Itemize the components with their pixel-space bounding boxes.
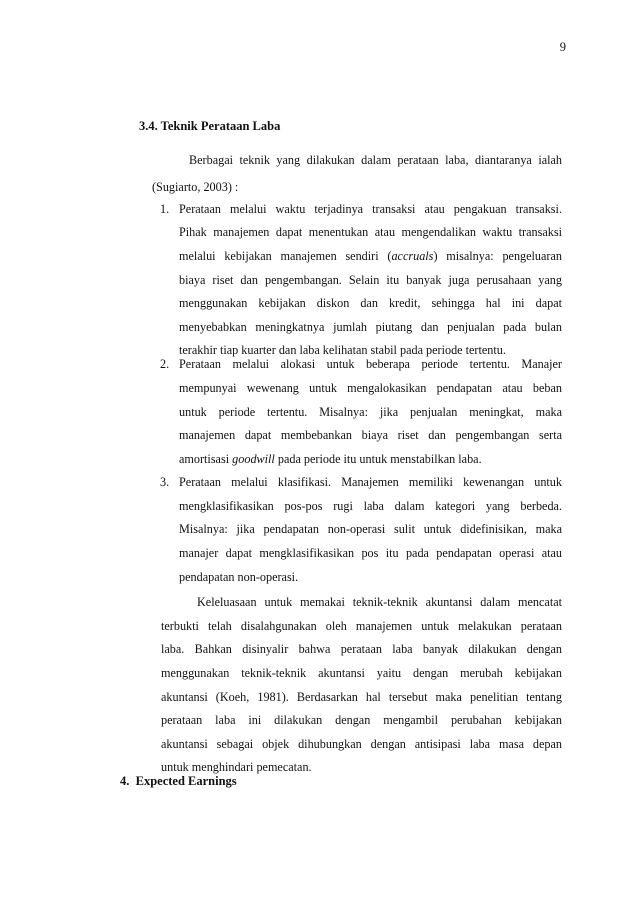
list-item-number: 2. [160, 357, 170, 371]
list-item-number: 3. [160, 475, 170, 489]
italic-term: accruals [391, 249, 434, 263]
next-section-heading: 4. Expected Earnings [120, 774, 237, 788]
text-segment: amortisasi [179, 452, 233, 466]
list-item-line: Misalnya: jika pendapatan non-operasi sulit untuk didefinisikan, maka [179, 522, 562, 536]
list-item-line: mengklasifikasikan pos-pos rugi laba dalam kategori yang berbeda. [179, 499, 562, 513]
text-segment: pada periode itu untuk menstabilkan laba. [274, 452, 482, 466]
paragraph-line: perataan laba ini dilakukan dengan mengambil perubahan kebijakan [161, 713, 562, 727]
list-item-line [179, 451, 562, 467]
list-item-line: untuk periode tertentu. Misalnya: jika penjualan meningkat, maka [179, 405, 562, 419]
list-item-line: Perataan melalui waktu terjadinya transaksi atau pengakuan transaksi. [179, 202, 562, 216]
paragraph-line: menggunakan teknik-teknik akuntansi yaitu dengan merubah kebijakan [161, 666, 562, 680]
section-heading: 3.4. Teknik Perataan Laba [139, 119, 281, 133]
paragraph-line: laba. Bahkan disinyalir bahwa perataan laba banyak dilakukan dengan [161, 642, 562, 656]
paragraph-line: akuntansi sebagai objek dihubungkan dengan antisipasi laba masa depan [161, 737, 562, 751]
list-item-line: manajer dapat mengklasifikasikan pos itu pada pendapatan operasi atau [179, 546, 562, 560]
list-item-line: menggunakan kebijakan diskon dan kredit, sehingga hal ini dapat [179, 296, 562, 310]
italic-term: goodwill [232, 452, 275, 466]
list-item-line: pendapatan non-operasi. [179, 570, 299, 584]
paragraph-line: untuk menghindari pemecatan. [161, 760, 312, 774]
list-item-line: mempunyai wewenang untuk mengalokasikan pendapatan atau beban [179, 381, 562, 395]
page-number: 9 [559, 40, 566, 54]
intro-line: (Sugiarto, 2003) : [152, 180, 239, 194]
paragraph-line: akuntansi (Koeh, 1981). Berdasarkan hal tersebut maka penelitian tentang [161, 690, 562, 704]
paragraph-line: terbukti telah disalahgunakan oleh manajemen untuk melakukan perataan [161, 619, 562, 633]
text-segment: ) misalnya: pengeluaran [433, 249, 562, 263]
list-item-line: biaya riset dan pengembangan. Selain itu banyak juga perusahaan yang [179, 273, 562, 287]
text-segment: melalui kebijakan manajemen sendiri ( [179, 249, 392, 263]
list-item-number: 1. [160, 202, 170, 216]
list-item-line: terakhir tiap kuarter dan laba kelihatan stabil pada periode tertentu. [179, 343, 506, 357]
intro-line: Berbagai teknik yang dilakukan dalam perataan laba, diantaranya ialah [189, 153, 562, 167]
list-item-line: menyebabkan meningkatnya jumlah piutang dan penjualan pada bulan [179, 320, 562, 334]
list-item-line: Perataan melalui alokasi untuk beberapa periode tertentu. Manajer [179, 357, 562, 371]
paragraph-line: Keleluasaan untuk memakai teknik-teknik akuntansi dalam mencatat [197, 595, 562, 609]
list-item-line: manajemen dapat membebankan biaya riset dan pengembangan serta [179, 428, 562, 442]
list-item-line: Perataan melalui klasifikasi. Manajemen memiliki kewenangan untuk [179, 475, 562, 489]
list-item-line [179, 248, 562, 264]
list-item-line: Pihak manajemen dapat menentukan atau mengendalikan waktu transaksi [179, 225, 562, 239]
